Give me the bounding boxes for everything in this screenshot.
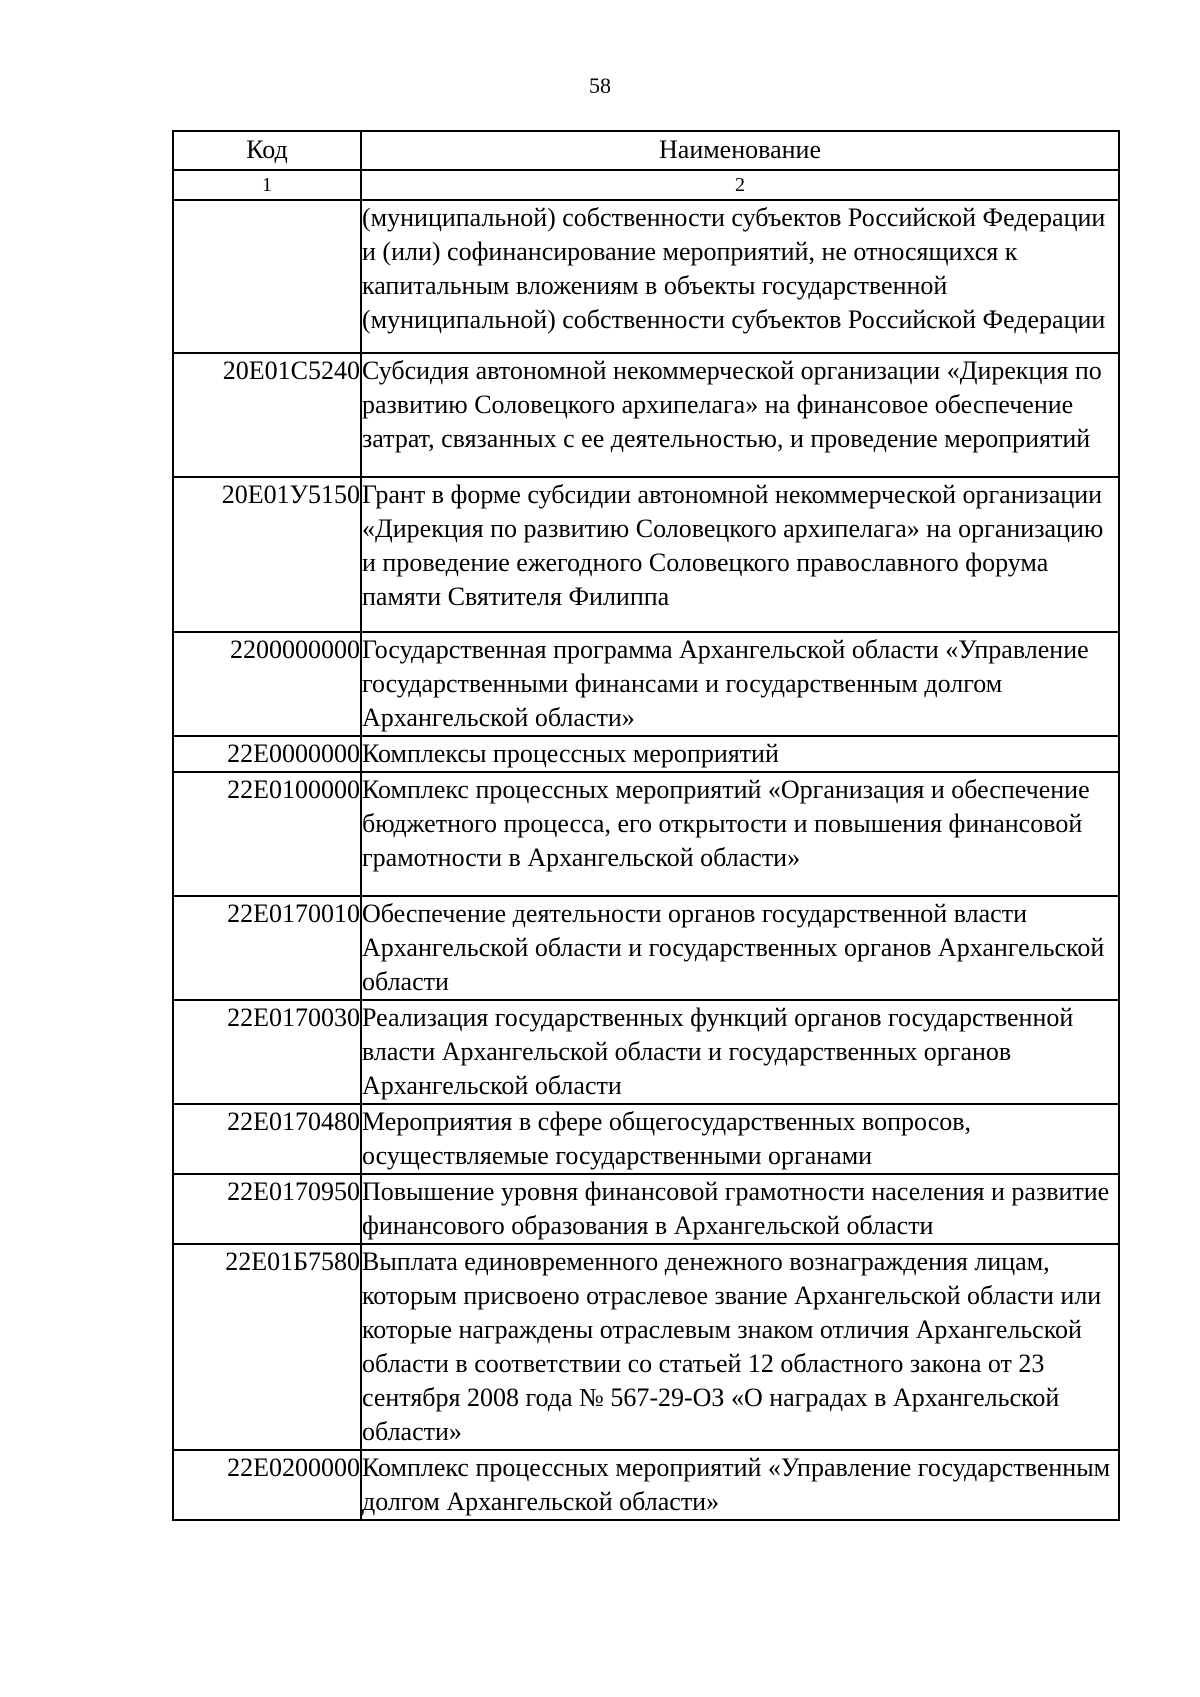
row-code: 22Е0170030: [173, 1000, 361, 1104]
row-name: Комплекс процессных мероприятий «Управление государственным долгом Архангельской области»: [361, 1450, 1119, 1520]
row-name: Мероприятия в сфере общегосударственных вопросов, осуществляемые государственными органами: [361, 1104, 1119, 1174]
table-row: [173, 896, 1119, 1000]
column-header-code: Код: [173, 131, 361, 170]
column-number-2: 2: [361, 170, 1119, 200]
table-row: [173, 477, 1119, 632]
table-row: [173, 200, 1119, 353]
column-number-1: 1: [173, 170, 361, 200]
table-row: [173, 1450, 1119, 1520]
budget-codes-table: [172, 130, 1120, 1521]
column-number-row: [173, 170, 1119, 200]
row-code: 22Е0170950: [173, 1174, 361, 1244]
row-code: 22Е0170010: [173, 896, 361, 1000]
table-row: [173, 736, 1119, 772]
row-code: 22Е0200000: [173, 1450, 361, 1520]
column-header-name: Наименование: [361, 131, 1119, 170]
row-name: Грант в форме субсидии автономной некоммерческой организации «Дирекция по развитию Соловецкого архипелага» на организацию и проведение ежегодного Соловецкого православного форума памяти Святителя Филиппа: [361, 477, 1119, 632]
row-code: 20Е01С5240: [173, 353, 361, 477]
row-name: Реализация государственных функций органов государственной власти Архангельской области и государственных органов Архангельской области: [361, 1000, 1119, 1104]
row-name: Повышение уровня финансовой грамотности населения и развитие финансового образования в Архангельской области: [361, 1174, 1119, 1244]
table-row: [173, 1174, 1119, 1244]
table-row: [173, 632, 1119, 736]
row-name: Субсидия автономной некоммерческой организации «Дирекция по развитию Соловецкого архипелага» на финансовое обеспечение затрат, связанных с ее деятельностью, и проведение мероприятий: [361, 353, 1119, 477]
row-name: Комплекс процессных мероприятий «Организация и обеспечение бюджетного процесса, его открытости и повышения финансовой грамотности в Архангельской области»: [361, 772, 1119, 896]
row-name: Комплексы процессных мероприятий: [361, 736, 1119, 772]
row-code: 20Е01У5150: [173, 477, 361, 632]
row-name: (муниципальной) собственности субъектов Российской Федерации и (или) софинансирование мероприятий, не относящихся к капитальным вложениям в объекты государственной (муниципальной) собственности субъектов Российской Федерации: [361, 200, 1119, 353]
page-number: 58: [589, 73, 611, 98]
row-code: 2200000000: [173, 632, 361, 736]
table-row: [173, 1244, 1119, 1450]
table-row: [173, 1000, 1119, 1104]
row-name: Государственная программа Архангельской области «Управление государственными финансами и государственным долгом Архангельской области»: [361, 632, 1119, 736]
table-row: [173, 353, 1119, 477]
row-name: Обеспечение деятельности органов государственной власти Архангельской области и государственных органов Архангельской области: [361, 896, 1119, 1000]
table-row: [173, 1104, 1119, 1174]
row-code: 22Е0170480: [173, 1104, 361, 1174]
row-name: Выплата единовременного денежного вознаграждения лицам, которым присвоено отраслевое звание Архангельской области или которые награждены отраслевым знаком отличия Архангельской области в соответствии со статьей 12 областного закона от 23 сентября 2008 года № 567-29-ОЗ «О наградах в Архангельской области»: [361, 1244, 1119, 1450]
row-code: 22Е01Б7580: [173, 1244, 361, 1450]
row-code: 22Е0000000: [173, 736, 361, 772]
row-code: 22Е0100000: [173, 772, 361, 896]
table-row: [173, 772, 1119, 896]
table-header-row: [173, 131, 1119, 170]
row-code: [173, 200, 361, 353]
